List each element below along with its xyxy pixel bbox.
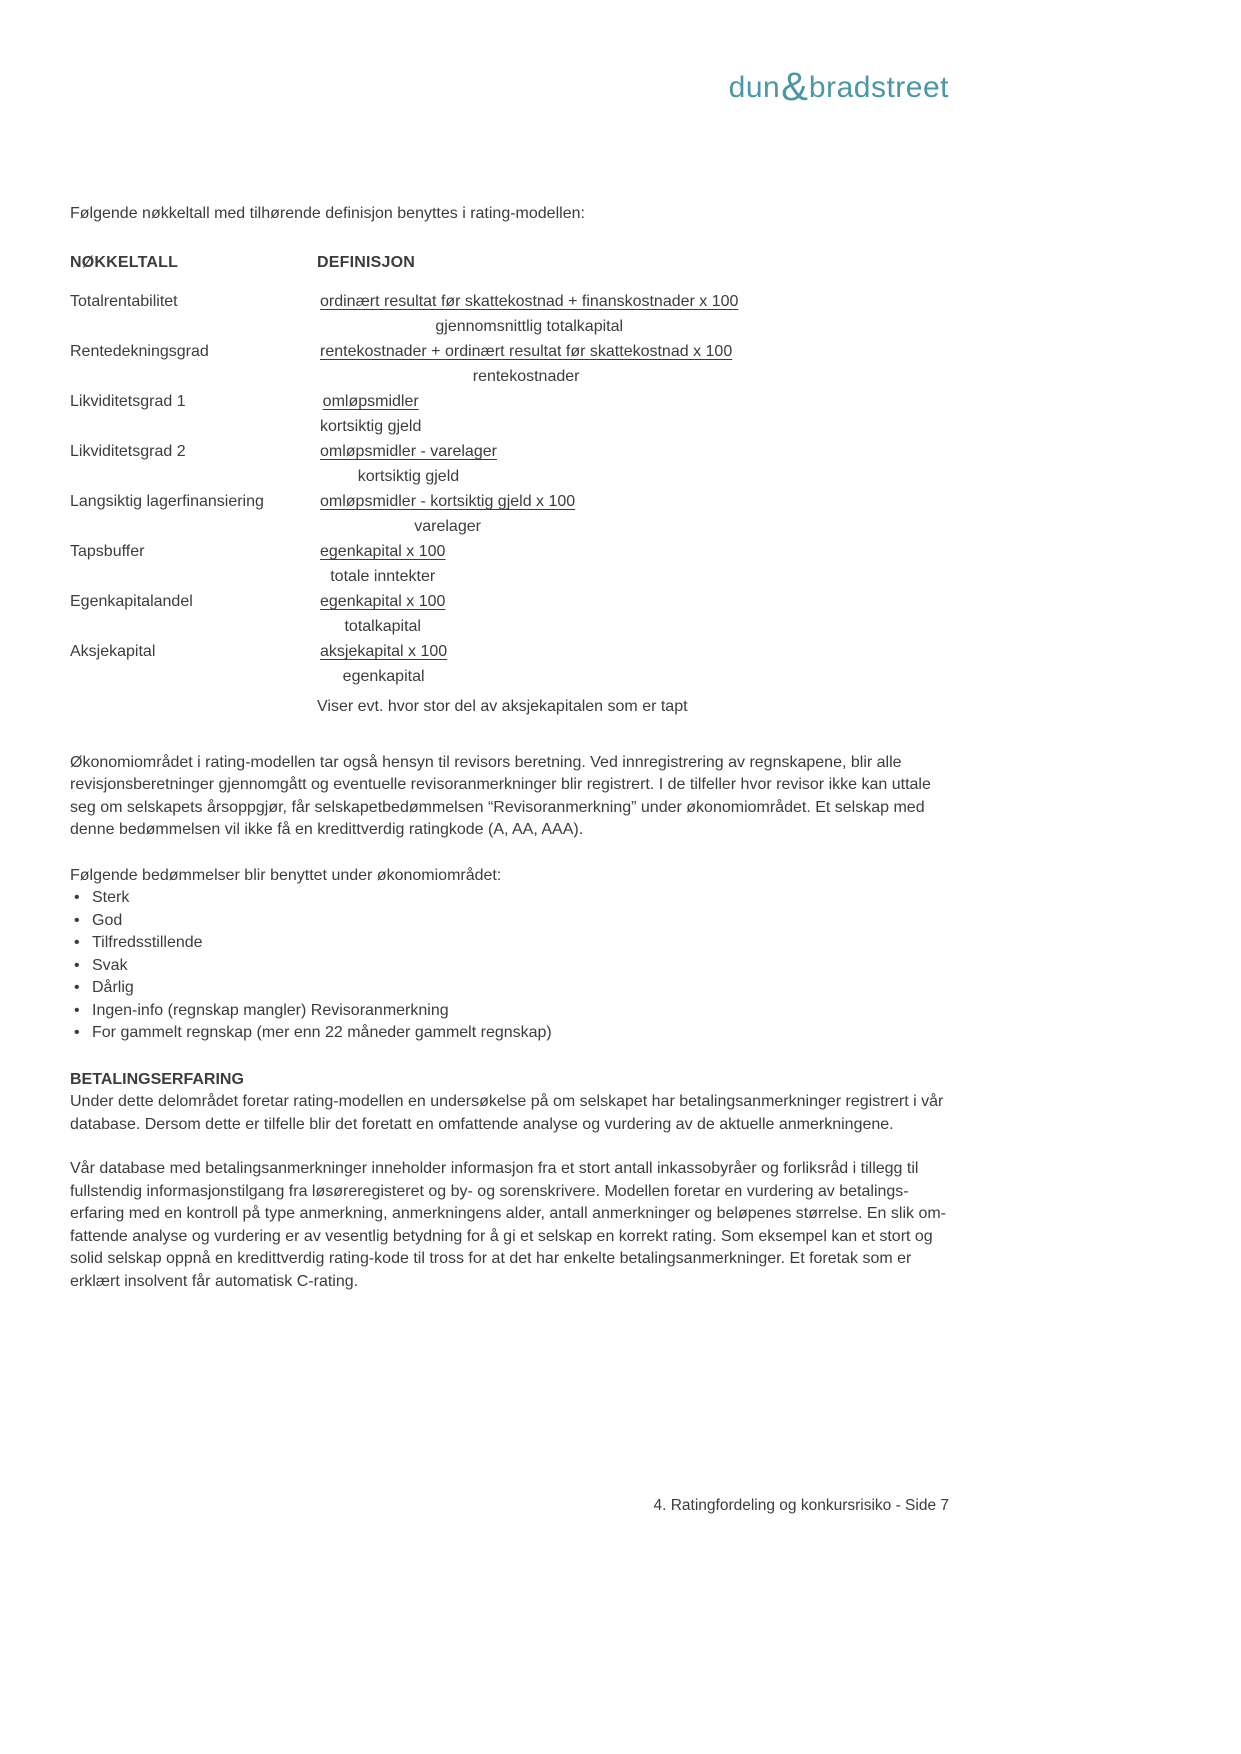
- formula-denominator: rentekostnader: [472, 367, 580, 385]
- list-item: • God: [70, 910, 950, 933]
- list-item: • Sterk: [70, 887, 950, 910]
- ratio-formula: [317, 541, 448, 588]
- ratio-label: Totalrentabilitet: [70, 293, 178, 310]
- logo-text-dun: dun: [728, 71, 781, 104]
- paragraph-okonomi: Økonomiområdet i rating-modellen tar også hensyn til revisors beretning. Ved innregistrering av regnskapene, blir alle revisjonsberetninger gjennomgått og eventuelle revisoranmerkninger blir registrert. I de tilfeller hvor revisor ikke kan uttale seg om selskapets årsoppgjør, får selskapetbedømmelsen “Revisoranmerkning” under økonomiområdet. Et selskap med denne bedømmelsen vil ikke få en kredittverdig ratingkode (A, AA, AAA).: [70, 753, 931, 838]
- table-row: [70, 341, 950, 388]
- dnb-logo: [728, 64, 949, 109]
- logo-text-bradstreet: bradstreet: [808, 71, 949, 104]
- ratio-label: Likviditetsgrad 1: [70, 393, 186, 410]
- table-header-row: [70, 252, 950, 275]
- ratio-formula: [317, 641, 450, 688]
- formula-numerator: egenkapital x 100: [320, 543, 446, 560]
- bullets-intro: Følgende bedømmelser blir benyttet under økonomiområdet:: [70, 866, 502, 884]
- formula-denominator: totale inntekter: [330, 567, 436, 585]
- formula-denominator: egenkapital: [342, 667, 425, 685]
- page-footer: 4. Ratingfordeling og konkursrisiko - Side 7: [653, 1497, 949, 1514]
- section-heading-betalingserfaring: BETALINGSERFARING: [70, 1070, 244, 1088]
- ratio-label: Rentedekningsgrad: [70, 343, 209, 360]
- ratio-formula: [317, 491, 578, 538]
- formula-denominator: kortsiktig gjeld: [320, 417, 422, 435]
- formula-denominator: totalkapital: [344, 617, 421, 635]
- table-row: [70, 641, 950, 688]
- assessment-list: [70, 887, 950, 1045]
- table-row: [70, 591, 950, 638]
- ratio-label: Egenkapitalandel: [70, 593, 193, 610]
- formula-denominator: varelager: [414, 517, 481, 535]
- ratio-formula: [317, 591, 448, 638]
- column-header-definisjon: DEFINISJON: [317, 253, 416, 271]
- intro-text: Følgende nøkkeltall med tilhørende definisjon benyttes i rating-modellen:: [70, 205, 585, 222]
- formula-numerator: rentekostnader + ordinært resultat før skattekostnad x 100: [320, 343, 733, 360]
- formula-numerator: ordinært resultat før skattekostnad + finanskostnader x 100: [320, 293, 739, 310]
- table-row: [70, 441, 950, 488]
- ratio-formula: [317, 291, 741, 338]
- formula-numerator: omløpsmidler - varelager: [320, 443, 497, 460]
- list-item: • Dårlig: [70, 977, 950, 1000]
- formula-numerator: egenkapital x 100: [320, 593, 446, 610]
- list-item: • Tilfredsstillende: [70, 932, 950, 955]
- list-item: • Svak: [70, 955, 950, 978]
- formula-numerator: omløpsmidler: [322, 393, 419, 410]
- ratio-table: [70, 252, 950, 719]
- table-note-row: [70, 696, 950, 719]
- table-row: [70, 291, 950, 338]
- formula-denominator: gjennomsnittlig totalkapital: [435, 317, 624, 335]
- ratio-label: Likviditetsgrad 2: [70, 443, 186, 460]
- formula-denominator: kortsiktig gjeld: [357, 467, 460, 485]
- formula-numerator: aksjekapital x 100: [320, 643, 448, 660]
- formula-numerator: omløpsmidler - kortsiktig gjeld x 100: [320, 493, 576, 510]
- ratio-formula: [317, 391, 424, 438]
- table-row: [70, 541, 950, 588]
- paragraph-betalingserfaring-1: Under dette delområdet foretar rating-modellen en undersøkelse på om selskapet har betalingsanmerkninger registrert i vår database. Dersom dette er tilfelle blir det foretatt en omfattende analyse og vurdering av de aktuelle anmerkningene.: [70, 1093, 944, 1133]
- list-item: • For gammelt regnskap (mer enn 22 måneder gammelt regnskap): [70, 1022, 950, 1045]
- table-row: [70, 391, 950, 438]
- aksjekapital-note: Viser evt. hvor stor del av aksjekapitalen som er tapt: [317, 698, 688, 715]
- ratio-label: Langsiktig lagerfinansiering: [70, 493, 264, 510]
- column-header-nokkeltall: NØKKELTALL: [70, 253, 179, 271]
- paragraph-betalingserfaring-2: Vår database med betalingsanmerkninger inneholder informasjon fra et stort antall inkassobyråer og forliksråd i tillegg til fullstendig informasjonstilgang fra løsøreregisteret og by- og sorenskrivere. Modellen foretar en vurdering av betalings- erfaring med en kontroll på type anmerkning, anmerkningens alder, antall anmerkninger og beløpenes størrelse. En slik om- fattende analyse og vurdering er av vesentlig betydning for å gi et selskap en korrekt rating. Som eksempel kan et stort og solid selskap oppnå en kredittverdig rating-kode til tross for at det har enkelte betalingsanmerkninger. Et foretak som er erklært insolvent får automatisk C-rating.: [70, 1160, 946, 1290]
- ratio-formula: [317, 341, 735, 388]
- document-content: [70, 203, 950, 1293]
- ratio-label: Tapsbuffer: [70, 543, 145, 560]
- logo-ampersand-icon: &: [781, 65, 808, 109]
- ratio-label: Aksjekapital: [70, 643, 156, 660]
- list-item: • Ingen-info (regnskap mangler) Revisoranmerkning: [70, 1000, 950, 1023]
- table-row: [70, 491, 950, 538]
- ratio-formula: [317, 441, 500, 488]
